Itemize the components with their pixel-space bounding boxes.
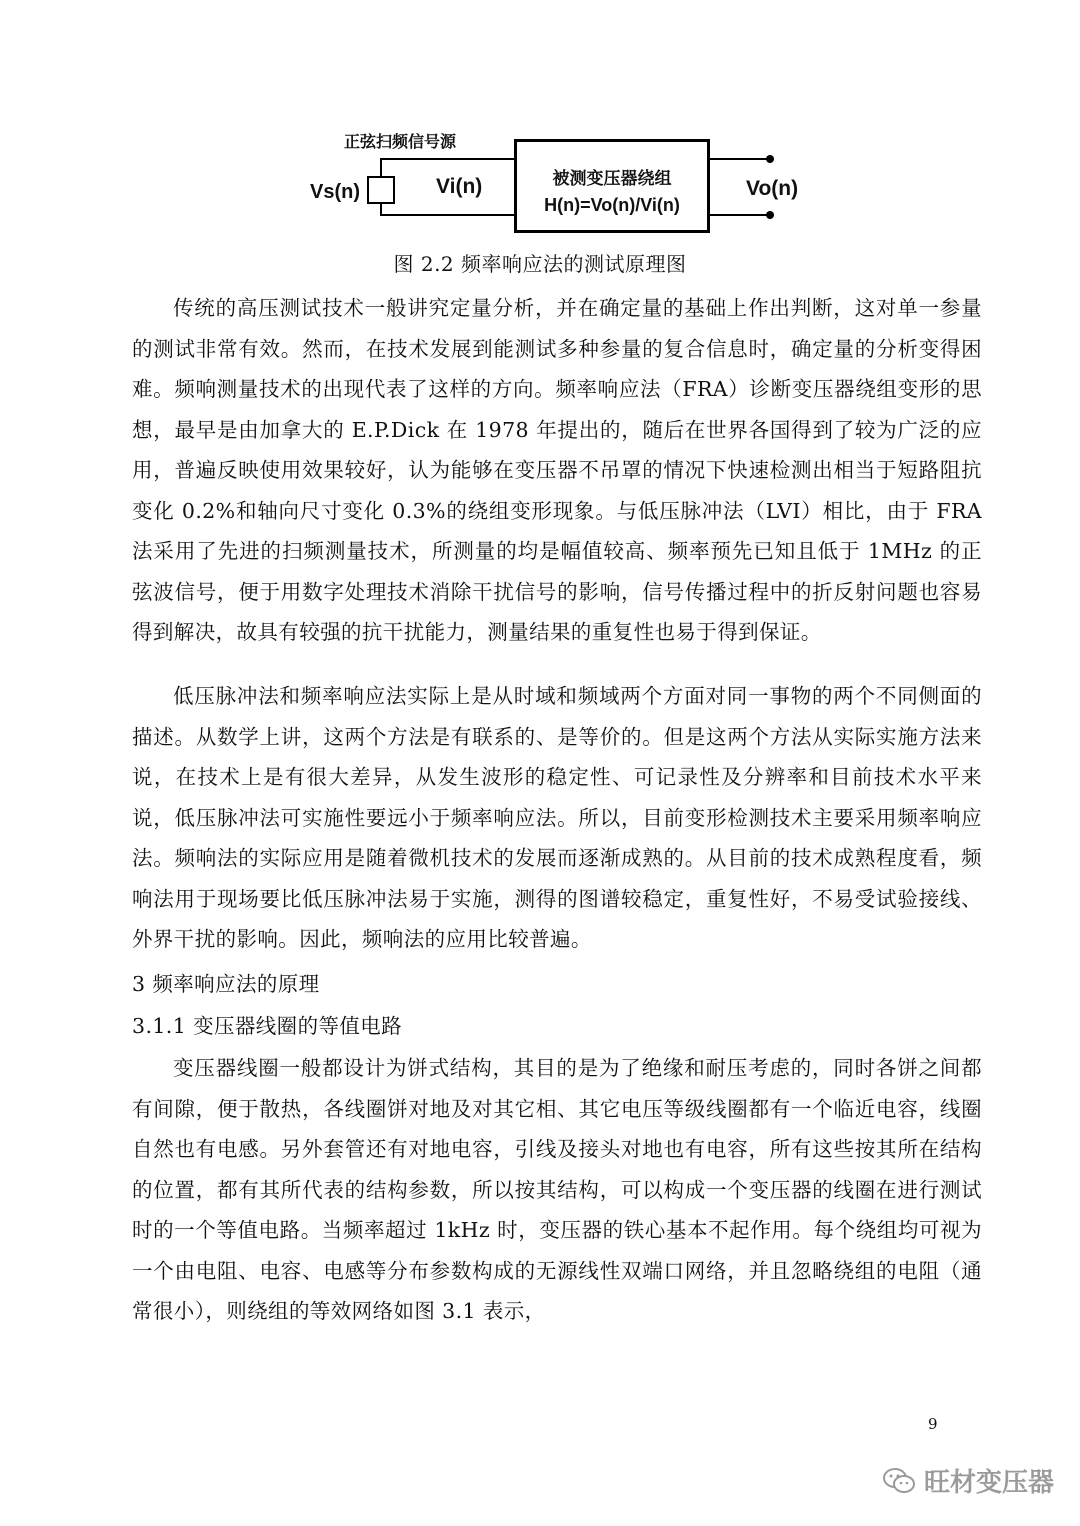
- input-wire-top: [381, 159, 514, 167]
- paragraph-2: 低压脉冲法和频率响应法实际上是从时域和频域两个方面对同一事物的两个不同侧面的描述。从数学上讲，这两个方法是有联系的、是等价的。但是这两个方法从实际实施方法来说，在技术上是有很大差异，从发生波形的稳定性、可记录性及分辨率和目前技术水平来说，低压脉冲法可实施性要远小于频率响应法。所以，目前变形检测技术主要采用频率响应法。频响法的实际应用是随着微机技术的发展而逐渐成熟的。从目前的技术成熟程度看，频响法用于现场要比低压脉冲法易于实施，测得的图谱较稳定，重复性好，不易受试验接线、外界干扰的影响。因此，频响法的应用比较普遍。: [132, 684, 982, 951]
- section-heading-3-1-1: 3.1.1 变压器线圈的等值电路: [132, 1014, 403, 1038]
- watermark-text: 旺材变压器: [924, 1468, 1055, 1498]
- page-number: 9: [928, 1415, 938, 1433]
- vi-label: Vi(n): [436, 175, 483, 198]
- wechat-icon: [882, 1467, 916, 1495]
- section-heading-3: 3 频率响应法的原理: [132, 972, 320, 996]
- paragraph-3: 变压器线圈一般都设计为饼式结构，其目的是为了绝缘和耐压考虑的，同时各饼之间都有间隙，便于散热，各线圈饼对地及对其它相、其它电压等级线圈都有一个临近电容，线圈自然也有电感。另外套管还有对地电容，引线及接头对地也有电容，所有这些按其所在结构的位置，都有其所代表的结构参数，所以按其结构，可以构成一个变压器的线圈在进行测试时的一个等值电路。当频率超过 1kHz 时，变压器的铁心基本不起作用。每个绕组均可视为一个由电阻、电容、电感等分布参数构成的无源线性双端口网络，并且忽略绕组的电阻（通常很小），则绕组的等效网络如图 3.1 表示，: [132, 1056, 982, 1323]
- transformer-winding-box: [514, 139, 710, 233]
- vo-label: Vo(n): [746, 177, 799, 200]
- source-label: 正弦扫频信号源: [344, 132, 457, 151]
- figure-caption: 图 2.2 频率响应法的测试原理图: [393, 252, 687, 276]
- paragraph-1: 传统的高压测试技术一般讲究定量分析，并在确定量的基础上作出判断，这对单一参量的测试非常有效。然而，在技术发展到能测试多种参量的复合信息时，确定量的分析变得困难。频响测量技术的出现代表了这样的方向。频率响应法（FRA）诊断变压器绕组变形的思想，最早是由加拿大的 E.P.Dick 在 1978 年提出的，随后在世界各国得到了较为广泛的应用，普遍反映使用效果较好，认为能够在变压器不吊罩的情况下快速检测出相当于短路阻抗变化 0.2%和轴向尺寸变化 0.3%的绕组变形现象。与低压脉冲法（LVI）相比，由于 FRA 法采用了先进的扫频测量技术，所测量的均是幅值较高、频率预先已知且低于 1MHz 的正弦波信号，便于用数字处理技术消除干扰信号的影响，信号传播过程中的折反射问题也容易得到解决，故具有较强的抗干扰能力，测量结果的重复性也易于得到保证。: [132, 296, 982, 644]
- watermark: [882, 1462, 1054, 1499]
- vs-label: Vs(n): [310, 181, 360, 203]
- test-principle-diagram: [300, 125, 820, 250]
- box-title: 被测变压器绕组: [552, 169, 672, 189]
- input-wire-bottom: [381, 213, 514, 215]
- box-formula: H(n)=Vo(n)/Vi(n): [544, 195, 680, 215]
- source-box: [368, 177, 394, 203]
- output-terminal-top: [766, 155, 774, 163]
- output-terminal-bottom: [766, 211, 774, 219]
